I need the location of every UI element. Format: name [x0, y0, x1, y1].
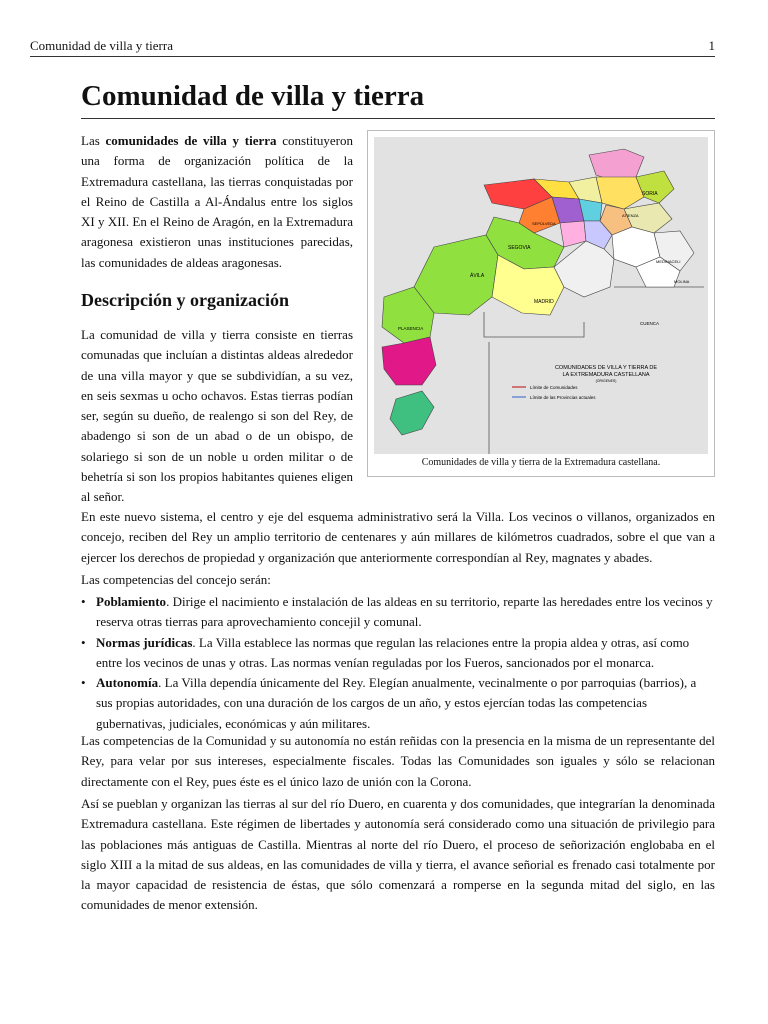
map-legend-title-1: COMUNIDADES DE VILLA Y TIERRA DE [554, 365, 658, 371]
body-paragraph-3: Así se pueblan y organizan las tierras al sur del río Duero, en cuarenta y dos comunidades, que integrarían la denominada Extremadura castellana. Este régimen de libertades y autonomía será considerado como una situación de privilegio para las poblaciones más antiguas de Castilla. Mientras al norte del río Duero, el proceso de señorización englobaba en el siglo XIII a la mitad de sus aldeas, en las comunidades de villa y tierra, el avance señorial es frenado casi totalmente por la mayor capacidad de resistencia de éstas, que sólo comenzará a romperse en la segunda mitad del siglo, en las comunidades de menor extensión. [81, 796, 715, 913]
running-header [30, 38, 715, 57]
body-paragraph-1: En este nuevo sistema, el centro y eje del esquema administrativo será la Villa. Los vecinos o villanos, organizados en concejo, reciben del Rey un amplio territorio de centenares y aún millares de kilómetros cuadrados, sobre el que van a ejercer los derechos de propiedad y organización que anteriormente correspondían al Rey, magnates y abades. [81, 509, 715, 565]
intro-bold-term: comunidades de villa y tierra [105, 133, 277, 148]
page-number: 1 [708, 38, 715, 53]
page-title: Comunidad de villa y tierra [81, 78, 715, 119]
competencias-intro: Las competencias del concejo serán: [81, 572, 271, 587]
description-paragraph: La comunidad de villa y tierra consiste en tierras comunadas que incluían a distintas aldeas alrededor de una villa mayor y que se subdividían, a su vez, en seis sexmas u ocho ochavos. Estas tierras podían ser, según su dueño, de realengo si son del Rey, de abadengo si son de un abad o de un obispo, de solariego si son de un noble u orden militar o de behetría si son los propios habitantes quienes eligen al señor. [81, 327, 353, 505]
running-title: Comunidad de villa y tierra [30, 38, 173, 53]
map-label-sepulveda: SEPÚLVEDA [532, 221, 556, 226]
map-figure [367, 130, 715, 477]
map-label-segovia: SEGOVIA [508, 245, 531, 251]
map-label-cuenca: CUENCA [640, 321, 660, 326]
list-item: • Normas jurídicas. La Villa establece las normas que regulan las relaciones entre la propia aldea y otras, así como entre los vecinos de unas y otras. Las normas venían reguladas por los Fueros, sancionados por el monarca. [81, 633, 715, 674]
body-paragraph-2: Las competencias de la Comunidad y su autonomía no están reñidas con la presencia en la misma de un representante del Rey, para velar por sus intereses, especialmente fiscales. Todas las Comunidades son iguales y sólo se relacionan directamente con el Rey, pues éste es el único lazo de unión con la Corona. [81, 733, 715, 789]
map-label-soria: SORIA [642, 191, 658, 197]
map-label-medinaceli: MEDINACELI [656, 259, 681, 264]
map-label-molina: MOLINA [674, 279, 690, 284]
map-legend-sub: (ORIGENES) [595, 379, 617, 383]
intro-paragraph: Las comunidades de villa y tierra constituyeron una forma de organización política de la Extremadura castellana, las tierras conquistadas por el Reino de Castilla a Al-Ándalus entre los siglos XI y XII. En el Reino de Aragón, en la Extremadura aragonesa existieron unas instituciones parecidas, las comunidades de aldeas aragonesas. [81, 133, 353, 270]
map-image [374, 137, 708, 454]
map-label-madrid: MADRID [534, 299, 554, 305]
list-item: • Poblamiento. Dirige el nacimiento e instalación de las aldeas en su territorio, reparte las heredades entre los vecinos y reserva otras tierras para aprovechamiento concejil y comunal. [81, 592, 715, 633]
map-legend-title-2: LA EXTREMADURA CASTELLANA [562, 372, 650, 378]
list-item: • Autonomía. La Villa dependía únicamente del Rey. Elegían anualmente, vecinalmente o por parroquias (barrios), a sus propias autoridades, con una duración de los cargos de un año, y estos ejercían todas las competencias gubernativas, judiciales, económicas y aún militares. [81, 673, 715, 734]
map-label-avila: ÁVILA [470, 273, 485, 279]
section-heading: Descripción y organización [81, 290, 289, 310]
map-label-atienza: ATIENZA [622, 213, 639, 218]
map-legend-item-2: Límite de las Provincias actuales [530, 395, 596, 400]
map-label-plasencia: PLASENCIA [398, 326, 424, 331]
figure-caption: Comunidades de villa y tierra de la Extremadura castellana. [421, 457, 661, 468]
competencias-list [81, 592, 715, 734]
map-legend-item-1: Límite de Comunidades [530, 385, 578, 390]
